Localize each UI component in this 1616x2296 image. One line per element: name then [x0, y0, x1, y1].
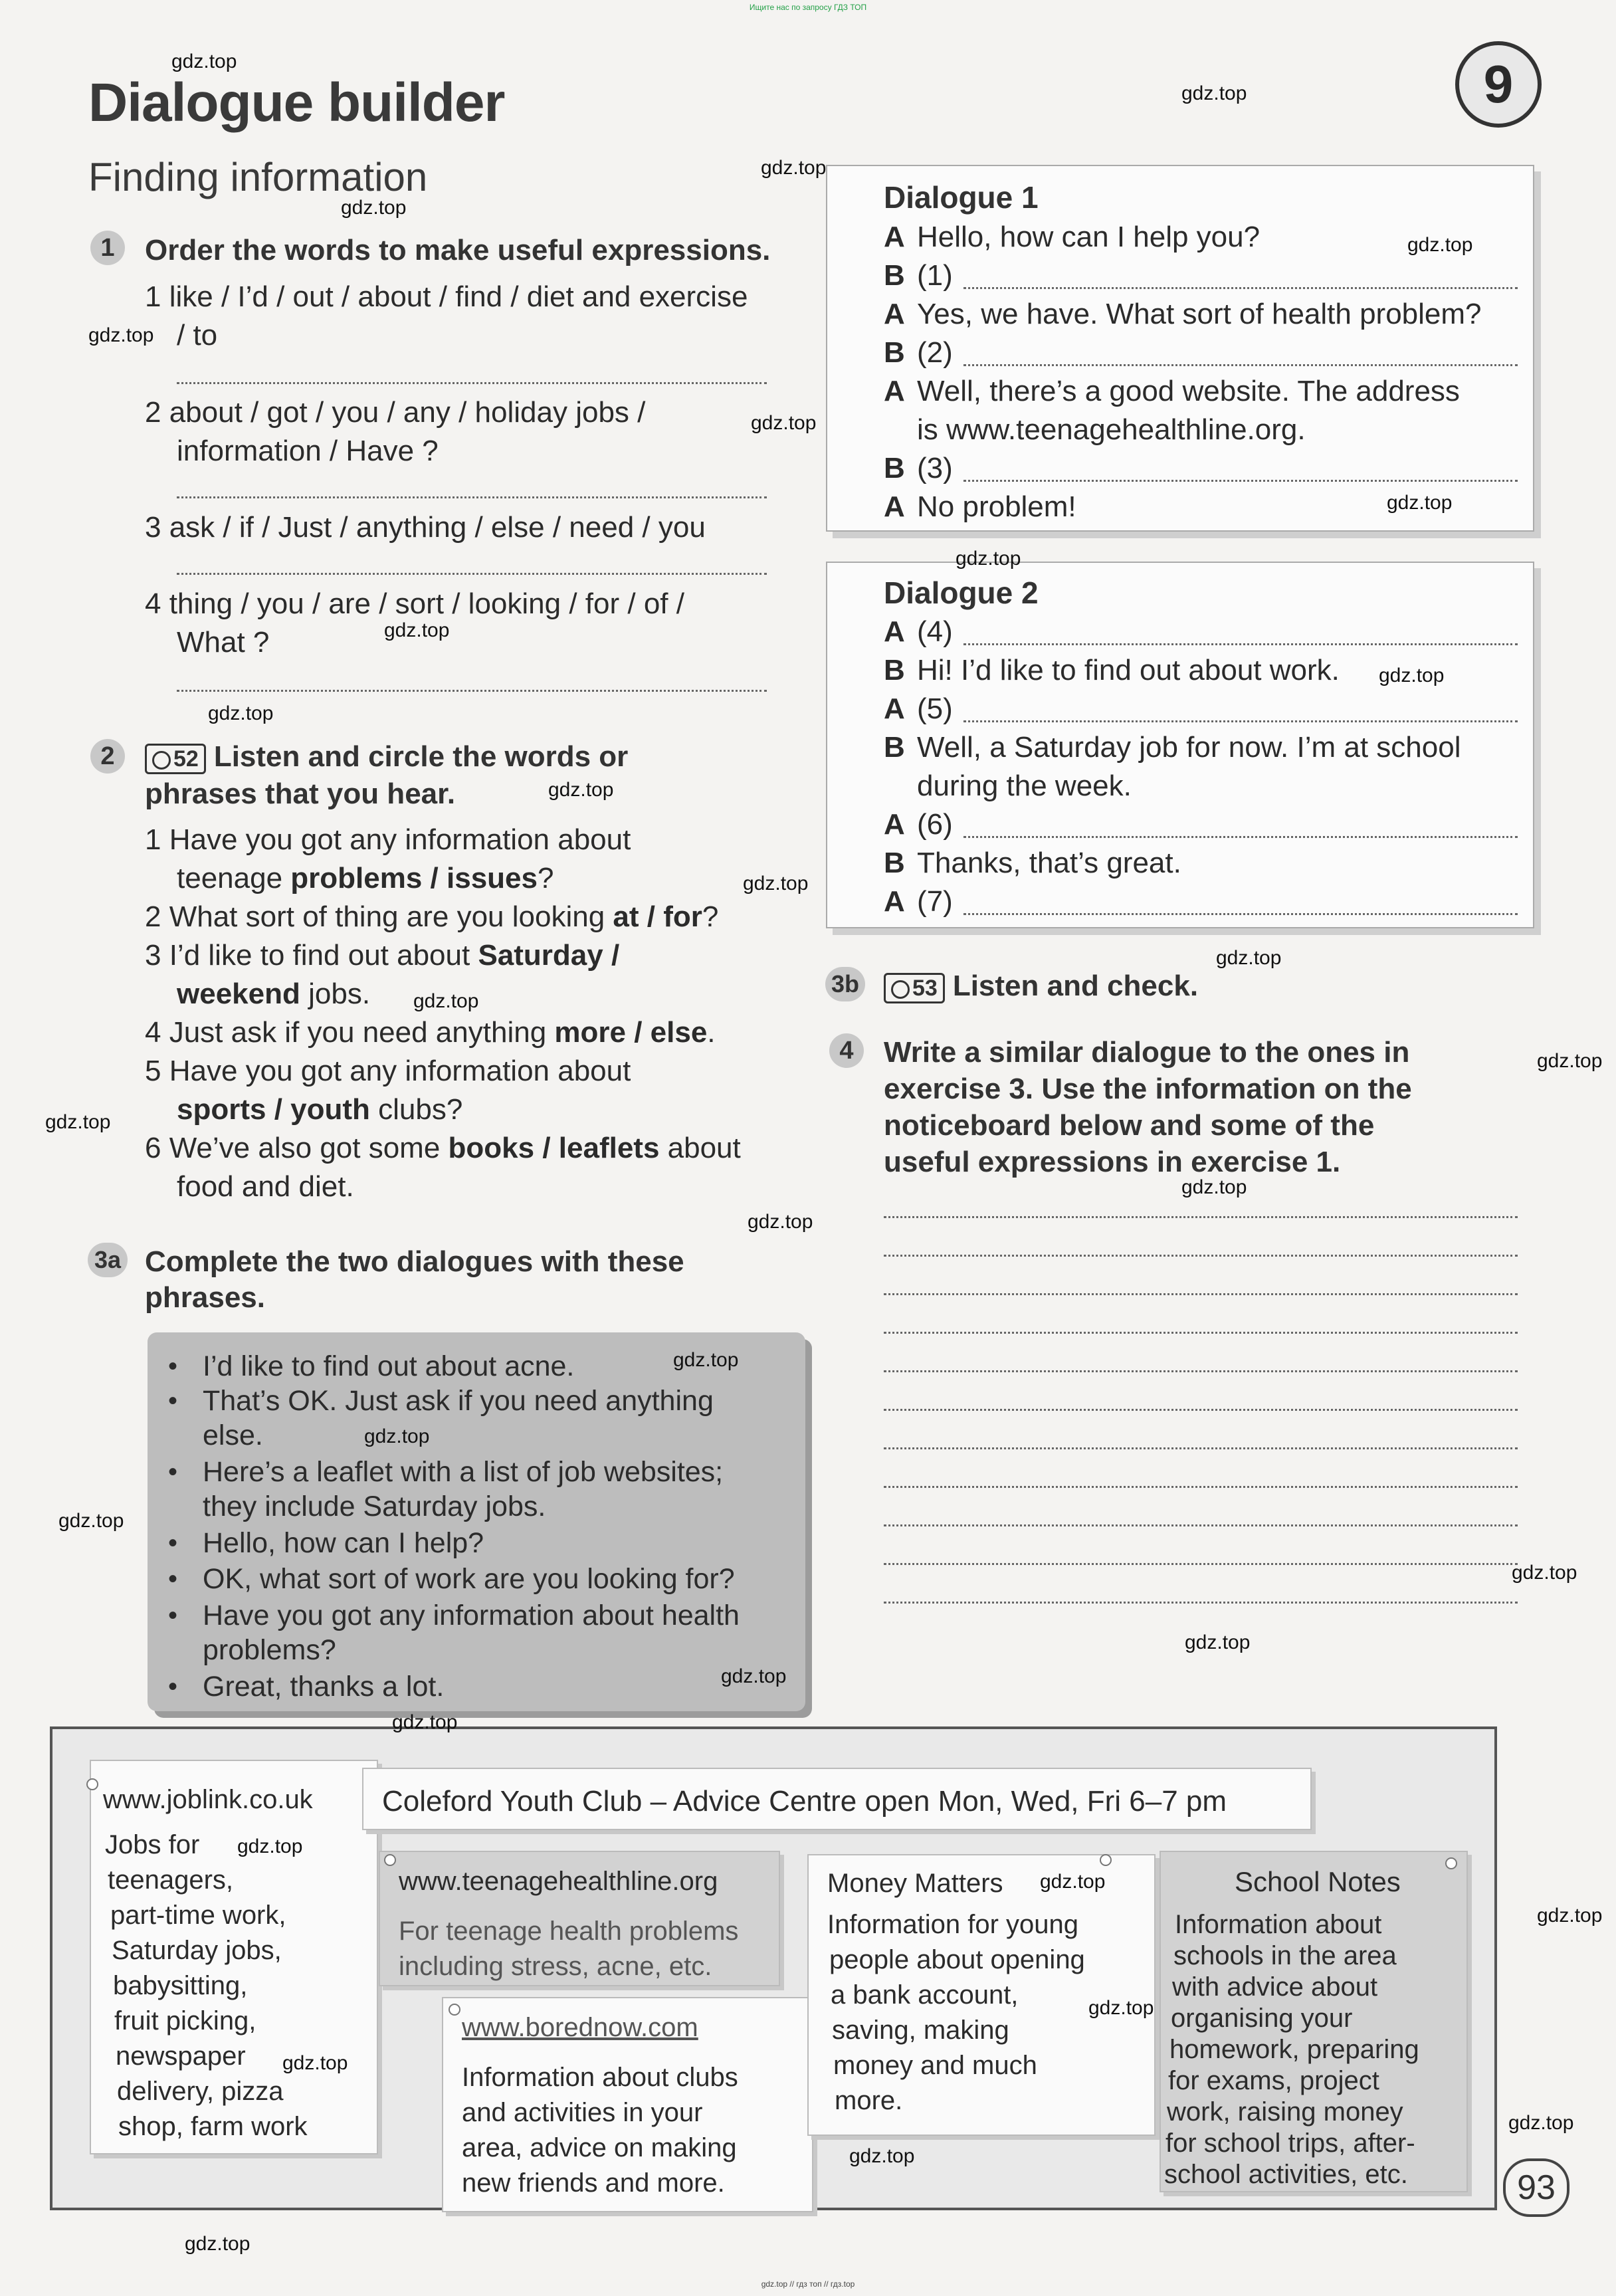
text: 4 Just ask if you need anything: [145, 1016, 555, 1049]
speaker: A: [884, 375, 905, 407]
watermark: gdz.top: [237, 1835, 303, 1857]
watermark: gdz.top: [721, 1665, 787, 1687]
text: ?: [702, 900, 719, 933]
exercise-number-3a: 3a: [88, 1243, 128, 1277]
watermark: gdz.top: [1407, 234, 1473, 256]
joblink-text: Jobs for: [105, 1830, 200, 1859]
watermark: gdz.top: [208, 702, 274, 724]
line-text: Well, there’s a good website. The address: [917, 375, 1460, 407]
watermark: gdz.top: [743, 873, 809, 894]
dialogue-1-line: [884, 334, 953, 372]
answer-line-1[interactable]: [963, 287, 1518, 289]
unit-number-badge: 9: [1455, 41, 1542, 128]
ex2-item-3-cont: [177, 975, 370, 1013]
exercise-4-instruction: Write a similar dialogue to the ones in: [884, 1036, 1410, 1069]
choice[interactable]: weekend: [177, 978, 300, 1010]
joblink-url: www.joblink.co.uk: [103, 1785, 313, 1814]
ex2-item-5-cont: [177, 1091, 462, 1128]
page-title: Dialogue builder: [88, 72, 505, 133]
money-text: saving, making: [832, 2016, 1009, 2045]
choice[interactable]: books / leaflets: [448, 1132, 660, 1164]
pin-icon: [86, 1778, 98, 1790]
writing-line[interactable]: [884, 1216, 1518, 1218]
money-title: Money Matters: [827, 1869, 1003, 1898]
watermark: gdz.top: [1181, 82, 1247, 104]
exercise-number-1: 1: [90, 231, 125, 265]
answer-line-6[interactable]: [963, 836, 1518, 838]
answer-line-5[interactable]: [963, 720, 1518, 722]
line-text: (2): [917, 336, 953, 369]
line-text: Yes, we have. What sort of health problem?: [917, 298, 1482, 330]
dialogue-2-line: [884, 728, 1461, 767]
ex1-item-2: 2 about / got / you / any / holiday jobs /: [145, 396, 646, 429]
writing-line[interactable]: [884, 1486, 1518, 1488]
phrase-1: • I’d like to find out about acne.: [168, 1350, 575, 1382]
dialogue-1-line: [884, 257, 953, 295]
answer-line-2[interactable]: [963, 364, 1518, 366]
phrase-4: • Hello, how can I help?: [168, 1527, 484, 1559]
dialogue-1-line: [884, 488, 1076, 526]
line-text: during the week.: [917, 770, 1132, 802]
line-text: No problem!: [917, 490, 1076, 523]
watermark: gdz.top: [1181, 1176, 1247, 1198]
school-text: Information about: [1175, 1910, 1382, 1939]
answer-line-7[interactable]: [963, 913, 1518, 915]
phrase-text: OK, what sort of work are you looking for?: [203, 1563, 735, 1595]
choice[interactable]: more / else: [554, 1016, 708, 1049]
speaker: A: [884, 885, 905, 918]
choice[interactable]: Saturday /: [478, 939, 620, 972]
speaker: B: [884, 452, 905, 484]
text: 6 We’ve also got some: [145, 1132, 449, 1164]
watermark: gdz.top: [1379, 665, 1445, 686]
text: about: [659, 1132, 741, 1164]
phrase-3-cont: they include Saturday jobs.: [203, 1491, 546, 1522]
watermark: gdz.top: [1537, 1050, 1603, 1072]
line-text: (1): [917, 259, 953, 292]
line-text: (5): [917, 692, 953, 725]
ex2-item-6-cont: food and diet.: [177, 1170, 354, 1203]
pin-icon: [449, 2004, 460, 2016]
watermark: gdz.top: [1185, 1631, 1251, 1653]
watermark: gdz.top: [45, 1111, 111, 1133]
dialogue-1-line: [884, 372, 1460, 411]
ex1-item-4: 4 thing / you / are / sort / looking / for / of /: [145, 587, 684, 620]
exercise-3a-instruction: Complete the two dialogues with these: [145, 1245, 684, 1278]
answer-line[interactable]: [177, 382, 767, 384]
watermark: gdz.top: [849, 2145, 915, 2167]
top-note: Ищите нас по запросу ГДЗ ТОП: [749, 3, 867, 12]
phrase-3: • Here’s a leaflet with a list of job websites;: [168, 1456, 724, 1488]
exercise-1-instruction: Order the words to make useful expressions.: [145, 234, 771, 266]
watermark: gdz.top: [413, 990, 479, 1012]
page-number: 93: [1503, 2158, 1569, 2217]
watermark: gdz.top: [384, 619, 450, 641]
dialogue-2-title: Dialogue 2: [884, 575, 1039, 610]
line-text: (3): [917, 452, 953, 484]
line-text: (7): [917, 885, 953, 918]
speaker: B: [884, 731, 905, 764]
watermark: gdz.top: [185, 2233, 251, 2255]
writing-line[interactable]: [884, 1332, 1518, 1334]
line-text: is www.teenagehealthline.org.: [917, 413, 1306, 446]
ex2-item-6: [145, 1129, 741, 1167]
borednow-text: and activities in your: [462, 2098, 703, 2127]
watermark: gdz.top: [1387, 492, 1453, 514]
exercise-2-instruction-cont: phrases that you hear.: [145, 778, 456, 810]
money-text: people about opening: [829, 1945, 1085, 1974]
writing-line[interactable]: [884, 1563, 1518, 1565]
dialogue-2-line: [884, 651, 1340, 690]
speaker: A: [884, 615, 905, 648]
joblink-text: part-time work,: [110, 1901, 286, 1930]
dialogue-2-line: [884, 613, 953, 651]
answer-line[interactable]: [177, 690, 767, 692]
choice[interactable]: at / for: [613, 900, 702, 933]
school-text: work, raising money: [1167, 2097, 1403, 2127]
phrase-text: Have you got any information about health: [203, 1600, 740, 1631]
line-text: Hello, how can I help you?: [917, 221, 1261, 253]
line-text: (4): [917, 615, 953, 648]
answer-line[interactable]: [177, 573, 767, 575]
ex2-item-5: 5 Have you got any information about: [145, 1055, 631, 1087]
line-text: Well, a Saturday job for now. I’m at school: [917, 731, 1461, 764]
school-text: for school trips, after-: [1165, 2129, 1415, 2158]
school-text: homework, preparing: [1169, 2035, 1419, 2064]
exercise-3a-instruction-cont: phrases.: [145, 1281, 265, 1314]
ex1-item-1: 1 like / I’d / out / about / find / diet and exercise: [145, 280, 748, 313]
school-text: organising your: [1171, 2004, 1353, 2033]
text: clubs?: [369, 1093, 463, 1126]
money-text: money and much: [833, 2051, 1037, 2080]
joblink-text: newspaper: [116, 2041, 246, 2071]
dialogue-1-line: [884, 411, 1306, 449]
line-text: Hi! I’d like to find out about work.: [917, 654, 1340, 686]
writing-line[interactable]: [884, 1447, 1518, 1449]
text: 3 I’d like to find out about: [145, 939, 478, 972]
phrase-6: • Have you got any information about health: [168, 1600, 740, 1631]
pin-icon: [384, 1854, 396, 1866]
exercise-4-instruction: useful expressions in exercise 1.: [884, 1146, 1341, 1178]
money-text: a bank account,: [831, 1980, 1019, 2010]
exercise-3b-instruction: [884, 968, 1198, 1004]
watermark: gdz.top: [392, 1711, 458, 1733]
line-text: (6): [917, 808, 953, 841]
speaker: B: [884, 847, 905, 879]
exercise-2-instruction: [145, 739, 628, 775]
phrase-7: • Great, thanks a lot.: [168, 1671, 445, 1703]
dialogue-1-title: Dialogue 1: [884, 180, 1039, 215]
dialogue-1-line: [884, 295, 1482, 334]
instruction-line: Listen and circle the words or: [213, 740, 629, 773]
borednow-text: new friends and more.: [462, 2168, 725, 2198]
bottom-note: gdz.top // гдз топ // гдз.top: [761, 2279, 855, 2289]
section-subtitle: Finding information: [88, 155, 428, 199]
answer-line-3[interactable]: [963, 480, 1518, 482]
text: teenage: [177, 862, 291, 894]
ex2-item-4: [145, 1013, 716, 1051]
ex1-item-4-cont: What ?: [177, 626, 270, 659]
banner-text: Coleford Youth Club – Advice Centre open Mon, Wed, Fri 6–7 pm: [382, 1785, 1227, 1818]
watermark: gdz.top: [1537, 1905, 1603, 1927]
phrase-2-cont: else.: [203, 1419, 263, 1451]
ex1-item-1-cont: / to: [177, 319, 218, 352]
audio-track-53[interactable]: [884, 973, 945, 1003]
watermark: gdz.top: [761, 157, 827, 179]
speaker: A: [884, 298, 905, 330]
phrase-6-cont: problems?: [203, 1634, 336, 1666]
health-text: For teenage health problems: [399, 1917, 739, 1946]
watermark: gdz.top: [88, 324, 154, 346]
audio-track-number: 53: [912, 976, 938, 1001]
school-text: schools in the area: [1173, 1941, 1397, 1970]
exercise-number-2: 2: [90, 739, 125, 774]
text: ?: [537, 862, 554, 894]
money-text: Information for young: [827, 1910, 1078, 1939]
watermark: gdz.top: [1512, 1562, 1577, 1584]
cd-icon: [152, 751, 171, 770]
ex2-item-1: 1 Have you got any information about: [145, 823, 631, 856]
writing-line[interactable]: [884, 1293, 1518, 1295]
school-title: School Notes: [1235, 1866, 1401, 1897]
text: .: [707, 1016, 716, 1049]
pin-icon: [1445, 1857, 1457, 1869]
text: jobs.: [300, 978, 371, 1010]
health-text: including stress, acne, etc.: [399, 1952, 712, 1981]
dialogue-1-line: [884, 449, 953, 488]
exercise-number-3b: 3b: [825, 967, 865, 1001]
ex1-item-3: 3 ask / if / Just / anything / else / need / you: [145, 511, 706, 544]
joblink-text: Saturday jobs,: [112, 1936, 282, 1965]
writing-line[interactable]: [884, 1370, 1518, 1372]
speaker: B: [884, 336, 905, 369]
choice[interactable]: problems / issues: [290, 862, 538, 894]
pin-icon: [1100, 1854, 1112, 1866]
instruction-line: Listen and check.: [952, 970, 1199, 1002]
health-url: www.teenagehealthline.org: [399, 1867, 718, 1896]
line-text: Thanks, that’s great.: [917, 847, 1181, 879]
answer-line-4[interactable]: [963, 643, 1518, 645]
watermark: gdz.top: [751, 412, 817, 434]
phrase-text: I’d like to find out about acne.: [203, 1350, 575, 1382]
writing-line[interactable]: [884, 1255, 1518, 1257]
speaker: A: [884, 490, 905, 523]
phrase-5: • OK, what sort of work are you looking for?: [168, 1563, 735, 1595]
ex2-item-2: [145, 898, 718, 936]
watermark: gdz.top: [673, 1349, 739, 1371]
school-text: school activities, etc.: [1164, 2160, 1408, 2189]
dialogue-2-line: [884, 844, 1181, 883]
phrase-text: Here’s a leaflet with a list of job websites;: [203, 1456, 724, 1488]
watermark: gdz.top: [1040, 1871, 1106, 1893]
phrase-text: Hello, how can I help?: [203, 1527, 484, 1559]
watermark: gdz.top: [341, 197, 407, 219]
dialogue-2-line: [884, 883, 953, 921]
cd-icon: [891, 980, 910, 999]
borednow-text: area, advice on making: [462, 2133, 737, 2162]
speaker: A: [884, 808, 905, 841]
borednow-text: Information about clubs: [462, 2063, 738, 2092]
ex2-item-3: [145, 936, 619, 974]
ex2-item-1-cont: [177, 859, 554, 897]
exercise-number-4: 4: [829, 1033, 864, 1068]
writing-line[interactable]: [884, 1602, 1518, 1604]
answer-line[interactable]: [177, 496, 767, 498]
watermark: gdz.top: [282, 2052, 348, 2074]
speaker: B: [884, 259, 905, 292]
borednow-url[interactable]: www.borednow.com: [462, 2013, 698, 2042]
speaker: A: [884, 221, 905, 253]
phrase-2: • That’s OK. Just ask if you need anything: [168, 1385, 714, 1417]
joblink-text: fruit picking,: [114, 2006, 256, 2035]
writing-line[interactable]: [884, 1409, 1518, 1411]
audio-track-number: 52: [173, 746, 199, 772]
joblink-text: shop, farm work: [118, 2112, 308, 2141]
money-text: more.: [835, 2086, 903, 2115]
dialogue-2-line: [884, 805, 953, 844]
watermark: gdz.top: [748, 1211, 813, 1233]
watermark: gdz.top: [364, 1425, 430, 1447]
speaker: A: [884, 692, 905, 725]
watermark: gdz.top: [58, 1510, 124, 1532]
text: 2 What sort of thing are you looking: [145, 900, 613, 933]
joblink-text: babysitting,: [113, 1971, 248, 2000]
phrase-text: Great, thanks a lot.: [203, 1671, 445, 1703]
joblink-text: delivery, pizza: [117, 2077, 284, 2106]
watermark: gdz.top: [1508, 2112, 1574, 2134]
dialogue-1-line: [884, 218, 1260, 257]
watermark: gdz.top: [171, 51, 237, 72]
watermark: gdz.top: [548, 779, 614, 801]
choice[interactable]: sports / youth: [177, 1093, 370, 1126]
watermark: gdz.top: [956, 548, 1021, 570]
exercise-4-instruction: noticeboard below and some of the: [884, 1109, 1375, 1142]
exercise-4-instruction: exercise 3. Use the information on the: [884, 1073, 1412, 1105]
school-text: for exams, project: [1168, 2066, 1379, 2095]
phrase-text: That’s OK. Just ask if you need anything: [203, 1385, 714, 1417]
dialogue-2-line: [884, 690, 953, 728]
writing-line[interactable]: [884, 1524, 1518, 1526]
watermark: gdz.top: [1216, 947, 1282, 969]
joblink-text: teenagers,: [108, 1865, 234, 1895]
watermark: gdz.top: [1088, 1997, 1154, 2019]
school-text: with advice about: [1172, 1972, 1378, 2002]
speaker: B: [884, 654, 905, 686]
audio-track-52[interactable]: [145, 744, 206, 774]
ex1-item-2-cont: information / Have ?: [177, 435, 439, 467]
dialogue-2-line: [884, 767, 1132, 805]
